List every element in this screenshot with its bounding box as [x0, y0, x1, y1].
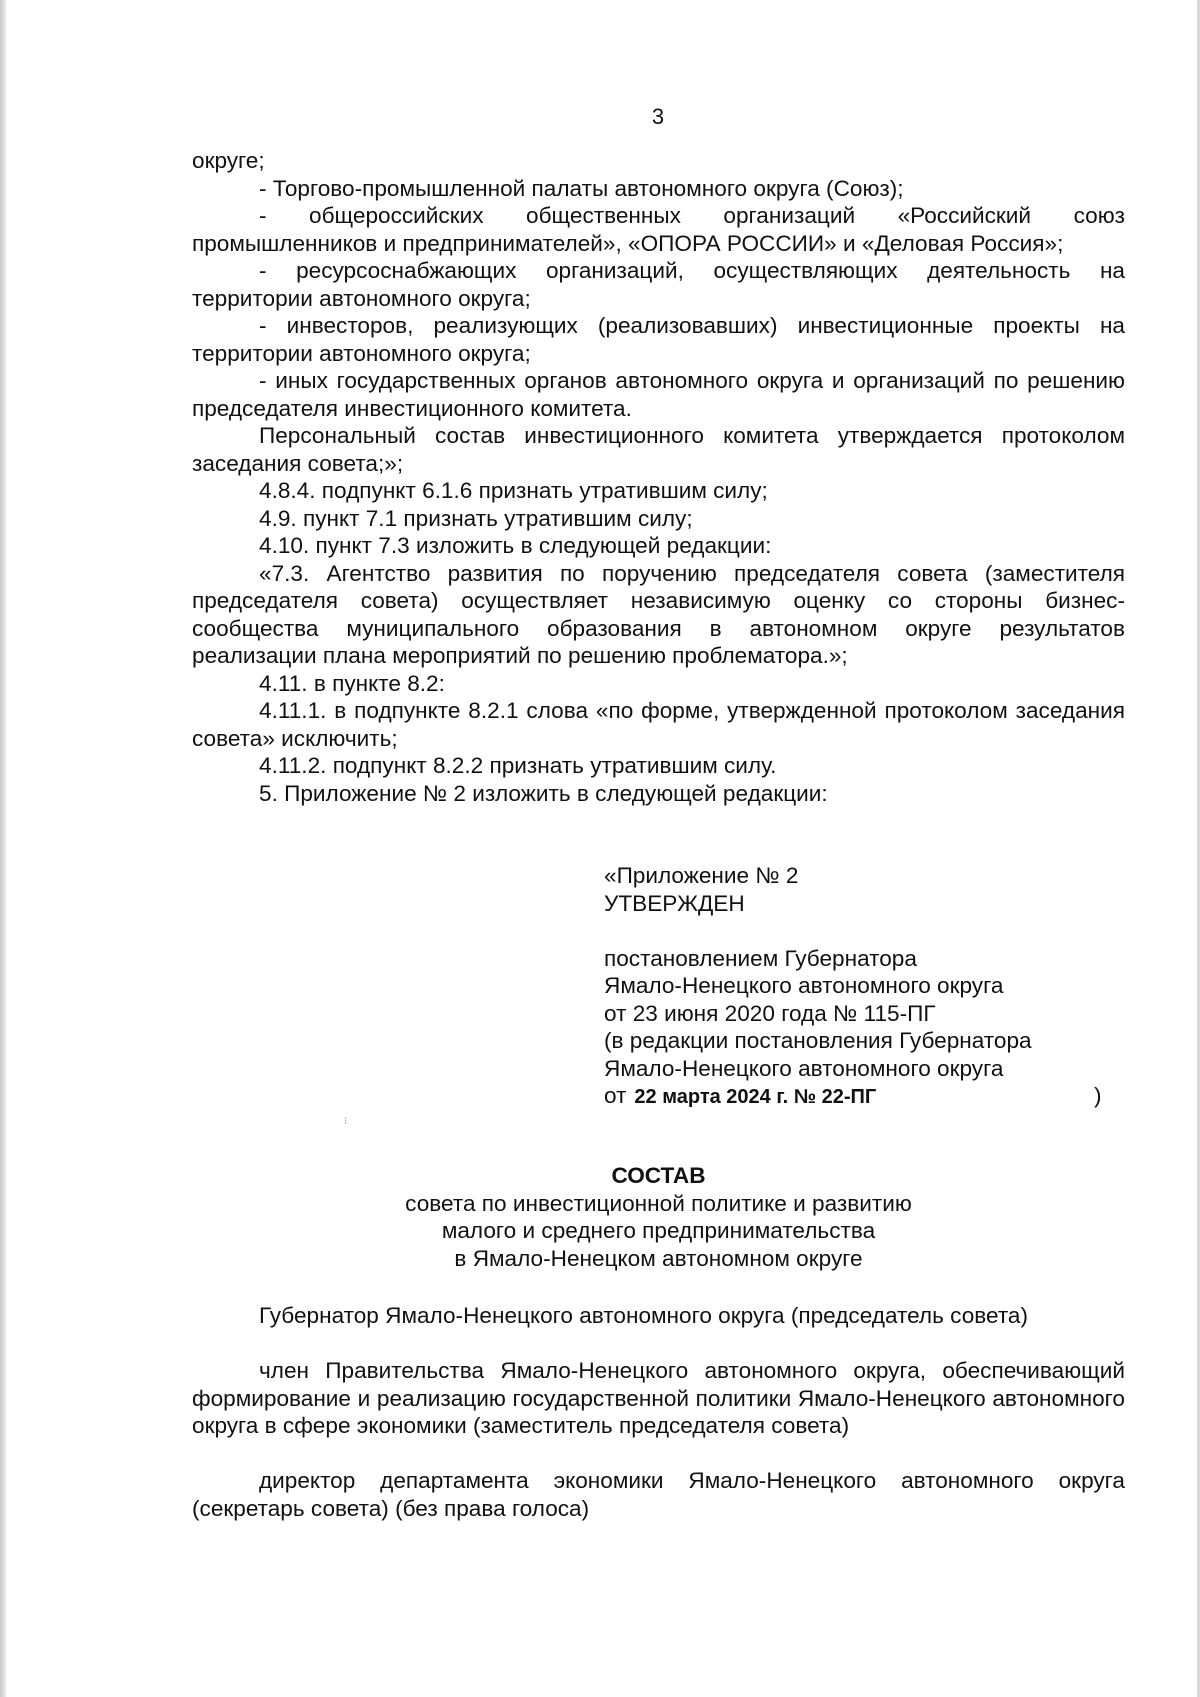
- spacer: [604, 917, 1124, 945]
- date-prefix: от: [604, 1083, 627, 1108]
- composition-heading: [192, 1162, 1125, 1272]
- approval-line-5: Ямало-Ненецкого автономного округа: [604, 1055, 1004, 1081]
- approval-line-4: (в редакции постановления Губернатора: [604, 1028, 1032, 1053]
- paragraph-9: 4.10. пункт 7.3 изложить в следующей редакции:: [259, 533, 772, 558]
- paragraph-6: Персональный состав инвестиционного комитета утверждается протоколом заседания совета;»;: [192, 423, 1125, 476]
- paragraph-11: 4.11. в пункте 8.2:: [259, 670, 445, 696]
- composition-subtitle-1: совета по инвестиционной политике и развитию: [405, 1190, 912, 1216]
- member-item: директор департамента экономики Ямало-Ненецкого автономного округа (секретарь совета) (без права голоса): [192, 1468, 1125, 1521]
- paragraph-7: 4.8.4. подпункт 6.1.6 признать утратившим силу;: [259, 478, 768, 503]
- paragraph-14: 5. Приложение № 2 изложить в следующей редакции:: [259, 780, 828, 806]
- composition-title: СОСТАВ: [611, 1163, 706, 1188]
- closing-parenthesis: ): [1094, 1083, 1102, 1108]
- scan-speck: ⁝: [344, 1116, 348, 1127]
- appendix-title: «Приложение № 2: [604, 863, 799, 888]
- approved-label: УТВЕРЖДЕН: [604, 890, 745, 916]
- paragraph-5: - иных государственных органов автономного округа и организаций по решению председателя инвестиционного комитета.: [192, 368, 1125, 421]
- paragraph-3: - ресурсоснабжающих организаций, осуществляющих деятельность на территории автономного округа;: [192, 258, 1125, 311]
- scan-left-edge: [0, 0, 6, 1697]
- approval-line-1: постановлением Губернатора: [604, 945, 917, 971]
- approval-date-line: [604, 1082, 1124, 1112]
- member-item: член Правительства Ямало-Ненецкого автономного округа, обеспечивающий формирование и реализацию государственной политики Ямало-Ненецкого автономного округа в сфере экономики (заместитель председателя совета): [192, 1358, 1125, 1438]
- member-item: Губернатор Ямало-Ненецкого автономного округа (председатель совета): [259, 1303, 1029, 1328]
- paragraph-0: округе;: [192, 148, 265, 173]
- composition-subtitle-3: в Ямало-Ненецком автономном округе: [454, 1245, 863, 1271]
- appendix-approval-block: [604, 862, 1124, 1112]
- paragraph-2: - общероссийских общественных организаций «Российский союз промышленников и предпринимателей», «ОПОРА РОССИИ» и «Деловая Россия»;: [192, 203, 1125, 256]
- stamped-date: 22 марта 2024 г. № 22-ПГ: [634, 1086, 877, 1108]
- paragraph-8: 4.9. пункт 7.1 признать утратившим силу;: [259, 505, 693, 531]
- composition-subtitle-2: малого и среднего предпринимательства: [441, 1218, 876, 1243]
- paragraph-12: 4.11.1. в подпункте 8.2.1 слова «по форме, утвержденной протоколом заседания совета» исключить;: [192, 698, 1125, 751]
- main-text: [192, 147, 1125, 807]
- paragraph-4: - инвесторов, реализующих (реализовавших) инвестиционные проекты на территории автономного округа;: [192, 313, 1125, 366]
- paragraph-1: - Торгово-промышленной палаты автономного округа (Союз);: [259, 175, 904, 201]
- page-number: 3: [651, 104, 665, 129]
- paragraph-10: «7.3. Агентство развития по поручению председателя совета (заместителя председателя совета) осуществляет независимую оценку со стороны бизнес-сообщества муниципального образования в автономном округе результатов реализации плана мероприятий по решению проблематора.»;: [192, 560, 1125, 668]
- members-list: [192, 1302, 1125, 1550]
- approval-line-3: от 23 июня 2020 года № 115-ПГ: [604, 1000, 936, 1026]
- approval-line-2: Ямало-Ненецкого автономного округа: [604, 973, 1004, 998]
- paragraph-13: 4.11.2. подпункт 8.2.2 признать утратившим силу.: [259, 753, 777, 778]
